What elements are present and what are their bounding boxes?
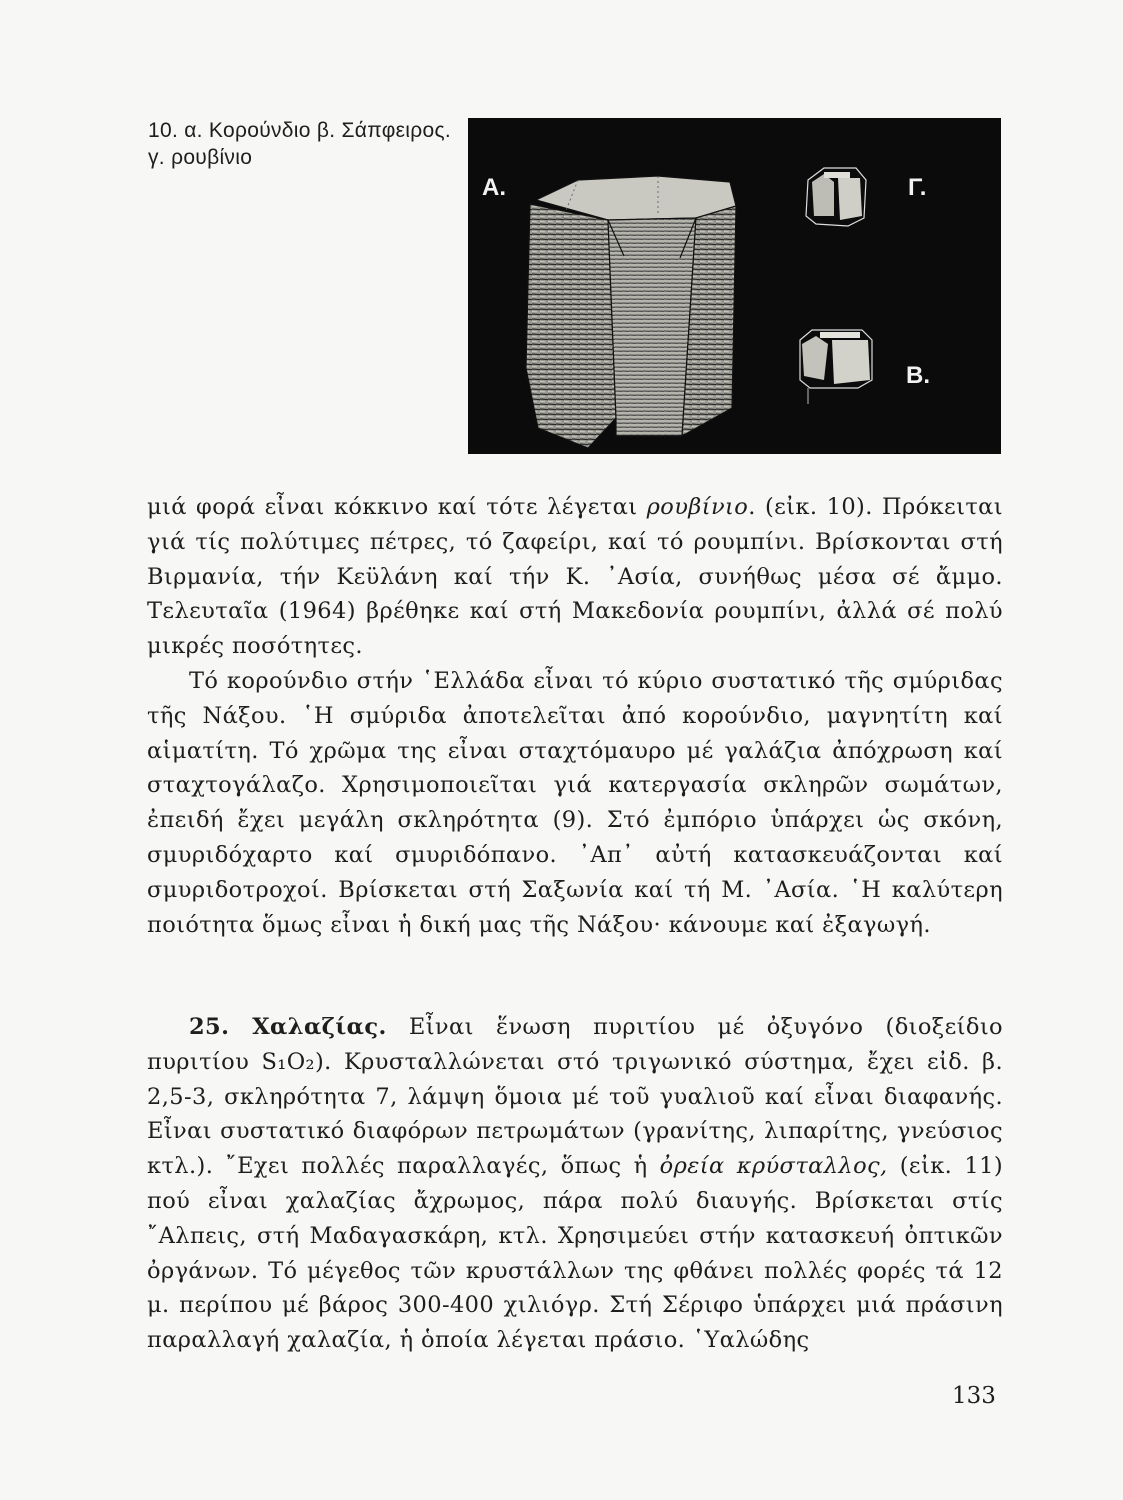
page-number: 133	[952, 1383, 996, 1409]
body-text-top	[147, 490, 1003, 942]
term-ruby-italic: ρουβίνιο	[646, 494, 749, 520]
figure-label-g: Γ.	[908, 174, 927, 201]
ruby-crystal	[806, 168, 866, 226]
paragraph-2: Τό κορούνδιο στήν ῾Ελλάδα εἶναι τό κύριο συστατικό τῆς σμύριδας τῆς Νάξου. ῾Η σμύριδα ἀποτελεῖται ἀπό κορούνδιο, μαγνητίτη καί αἱματίτη. Τό χρῶμα της εἶναι σταχτόμαυρο μέ γαλάζια ἀπόχρωση καί σταχτογάλαζο. Χρησιμοποιεῖται γιά κατεργασία σκληρῶν σωμάτων, ἐπειδή ἔχει μεγάλη σκληρότητα (9). Στό ἐμπόριο ὑπάρχει ὡς σκόνη, σμυριδόχαρτο καί σμυριδόπανο. ᾿Απ᾿ αὐτή κατασκευάζονται καί σμυριδοτροχοί. Βρίσκεται στή Σαξωνία καί τή Μ. ᾿Ασία. ῾Η καλύτερη ποιότητα ὅμως εἶναι ἡ δική μας τῆς Νάξου· κάνουμε καί ἐξαγωγή.	[147, 667, 1003, 938]
paragraph-3-text-b: (εἰκ. 11) πού εἶναι χαλαζίας ἄχρωμος, πάρα πολύ διαυγής. Βρίσκεται στίς ῎Αλπεις, στή Μαδαγασκάρη, κτλ. Χρησιμεύει στήν κατασκευή ὀπτικῶν ὀργάνων. Τό μέγεθος τῶν κρυστάλλων της φθάνει πολλές φορές τά 12 μ. περίπου μέ βάρος 300-400 χιλιόγρ. Στή Σέριφο ὑπάρχει μιά πράσινη παραλλαγή χαλαζία, ἡ ὁποία λέγεται πράσιο. ῾Υαλώδης	[147, 1153, 1003, 1354]
figure-label-a: Α.	[482, 174, 506, 201]
paragraph-3	[147, 1010, 1003, 1358]
corundum-crystal	[526, 176, 736, 448]
paragraph-1	[147, 490, 1003, 664]
term-rock-crystal-italic: ὀρεία κρύσταλλος,	[659, 1153, 888, 1180]
sapphire-crystal	[800, 330, 872, 404]
paragraph-1-text-b: . (εἰκ. 10). Πρόκειται γιά τίς πολύτιμες πέτρες, τό ζαφείρι, καί τό ρουμπίνι. Βρίσκονται στή Βιρμανία, τήν Κεϋλάνη καί τήν Κ. ᾿Ασία, συνήθως μέσα σέ ἄμμο. Τελευταῖα (1964) βρέθηκε καί στή Μακεδονία ρουμπίνι, ἀλλά σέ πολύ μικρές ποσότητες.	[147, 494, 1004, 660]
body-text-bottom	[147, 1010, 1003, 1358]
figure-label-b: Β.	[906, 362, 930, 389]
crystal-illustration	[468, 118, 1001, 454]
figure-caption: 10. α. Κορούνδιο β. Σάπφειρος. γ. ρουβίνιο	[148, 119, 452, 169]
crystal-figure	[468, 118, 1001, 454]
paragraph-3-text-a: Εἶναι ἕνωση πυριτίου μέ ὀξυγόνο (διοξείδιο πυριτίου S₁O₂). Κρυσταλλώνεται στό τριγωνικό σύστημα, ἔχει εἰδ. β. 2,5-3, σκληρότητα 7, λάμψη ὅμοια μέ τοῦ γυαλιοῦ καί εἶναι διαφανής. Εἶναι συστατικό διαφόρων πετρωμάτων (γρανίτης, λιπαρίτης, γνεύσιος κτλ.). ῎Εχει πολλές παραλλαγές, ὅπως ἡ	[147, 1014, 1003, 1180]
paragraph-1-text-a: μιά φορά εἶναι κόκκινο καί τότε λέγεται	[147, 494, 647, 520]
section-heading-quartz: 25. Χαλαζίας.	[189, 1014, 387, 1040]
